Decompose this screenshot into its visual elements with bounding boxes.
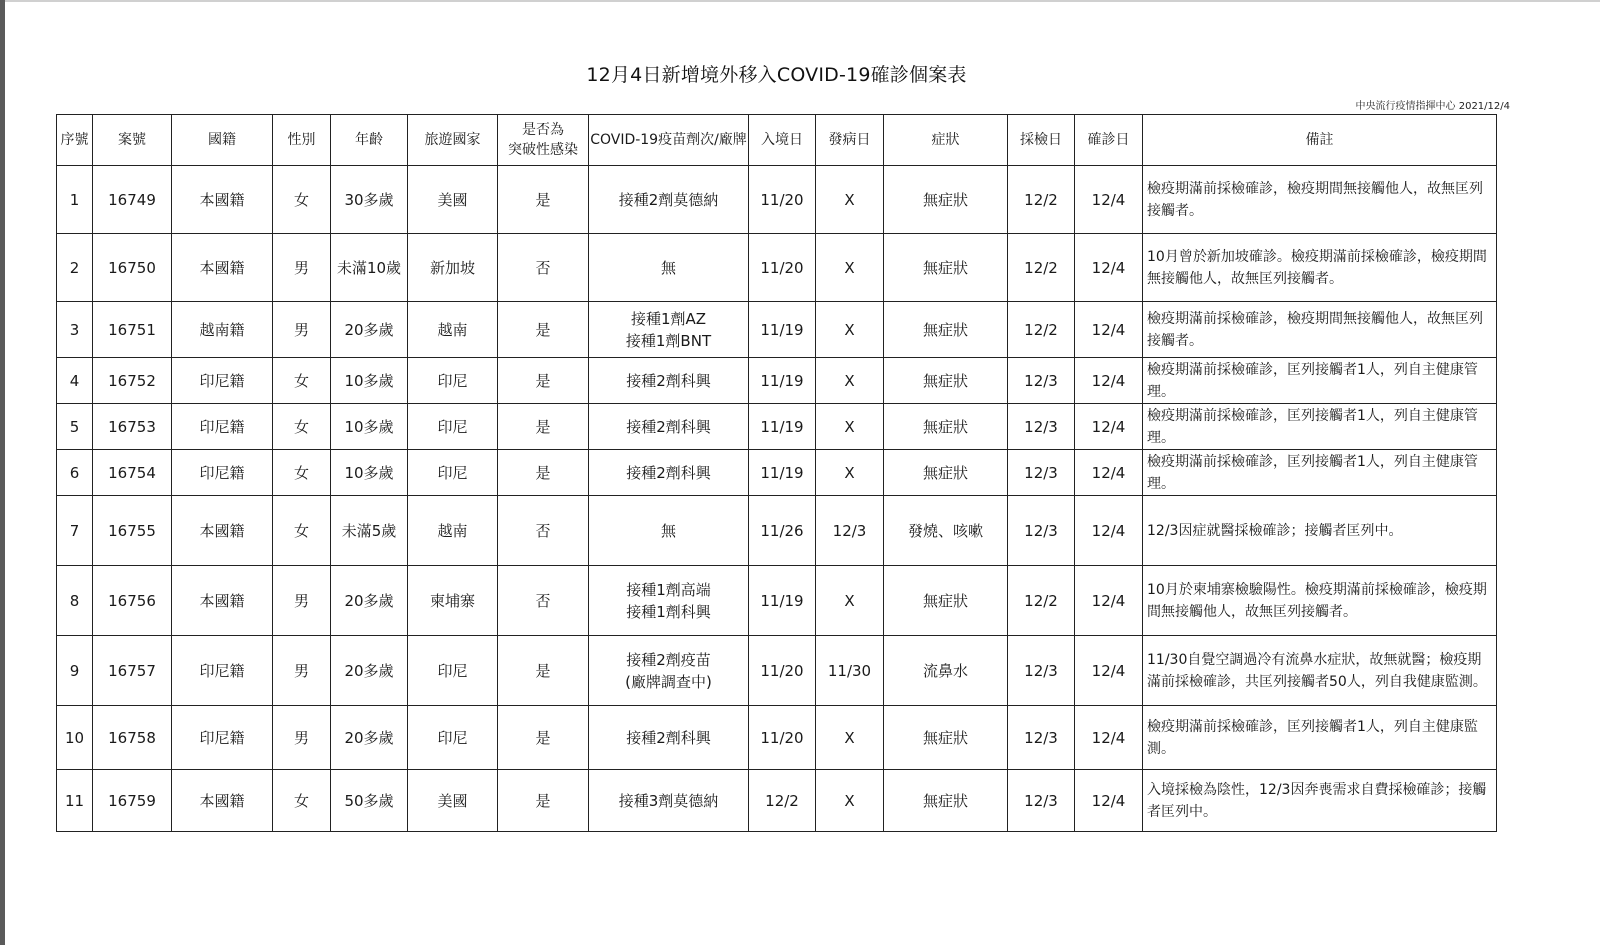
cell-sampling: 12/2 bbox=[1008, 166, 1075, 234]
cell-sampling: 12/3 bbox=[1008, 706, 1075, 770]
cell-confirmed: 12/4 bbox=[1075, 234, 1143, 302]
vaccine-line1: 接種2劑疫苗 bbox=[626, 650, 711, 669]
header-case: 案號 bbox=[93, 115, 172, 166]
cell-case: 16749 bbox=[93, 166, 172, 234]
cell-case: 16755 bbox=[93, 496, 172, 566]
cell-nationality: 本國籍 bbox=[172, 566, 273, 636]
cell-no: 8 bbox=[57, 566, 93, 636]
cell-breakthrough: 是 bbox=[498, 706, 589, 770]
header-no: 序號 bbox=[57, 115, 93, 166]
cell-symptoms: 無症狀 bbox=[884, 706, 1008, 770]
cell-age: 未滿10歲 bbox=[331, 234, 408, 302]
cell-confirmed: 12/4 bbox=[1075, 166, 1143, 234]
cell-sex: 男 bbox=[273, 566, 331, 636]
vaccine-line1: 接種2劑科興 bbox=[626, 371, 711, 390]
cell-sex: 男 bbox=[273, 302, 331, 358]
header-onset: 發病日 bbox=[816, 115, 884, 166]
header-sampling: 採檢日 bbox=[1008, 115, 1075, 166]
cell-sex: 女 bbox=[273, 404, 331, 450]
cell-nationality: 本國籍 bbox=[172, 496, 273, 566]
cell-no: 5 bbox=[57, 404, 93, 450]
cell-symptoms: 流鼻水 bbox=[884, 636, 1008, 706]
cell-onset: 12/3 bbox=[816, 496, 884, 566]
cell-breakthrough: 否 bbox=[498, 566, 589, 636]
vaccine-line1: 接種2劑科興 bbox=[626, 417, 711, 436]
cell-breakthrough: 是 bbox=[498, 636, 589, 706]
cell-sampling: 12/3 bbox=[1008, 404, 1075, 450]
cell-sex: 女 bbox=[273, 166, 331, 234]
cell-confirmed: 12/4 bbox=[1075, 358, 1143, 404]
table-row bbox=[57, 234, 1497, 302]
cell-vaccine bbox=[589, 770, 749, 832]
cell-sex: 男 bbox=[273, 636, 331, 706]
cell-no: 4 bbox=[57, 358, 93, 404]
table-row bbox=[57, 636, 1497, 706]
vaccine-line1: 無 bbox=[660, 521, 676, 540]
header-confirmed: 確診日 bbox=[1075, 115, 1143, 166]
cell-travel: 印尼 bbox=[408, 450, 498, 496]
cell-note: 檢疫期滿前採檢確診，匡列接觸者1人，列自主健康管理。 bbox=[1143, 450, 1497, 496]
cell-travel: 印尼 bbox=[408, 404, 498, 450]
table-row bbox=[57, 706, 1497, 770]
cell-symptoms: 無症狀 bbox=[884, 566, 1008, 636]
cell-age: 20多歲 bbox=[331, 706, 408, 770]
cell-travel: 越南 bbox=[408, 302, 498, 358]
cell-breakthrough: 是 bbox=[498, 166, 589, 234]
cell-arrival: 11/19 bbox=[749, 302, 816, 358]
cell-no: 7 bbox=[57, 496, 93, 566]
cell-vaccine bbox=[589, 496, 749, 566]
cell-no: 6 bbox=[57, 450, 93, 496]
cell-nationality: 本國籍 bbox=[172, 234, 273, 302]
cell-vaccine bbox=[589, 450, 749, 496]
cell-symptoms: 無症狀 bbox=[884, 404, 1008, 450]
cell-arrival: 11/26 bbox=[749, 496, 816, 566]
cell-case: 16752 bbox=[93, 358, 172, 404]
cell-no: 2 bbox=[57, 234, 93, 302]
case-table bbox=[56, 114, 1497, 832]
page-left-border bbox=[0, 0, 5, 945]
cell-vaccine bbox=[589, 404, 749, 450]
header-note: 備註 bbox=[1143, 115, 1497, 166]
cell-age: 未滿5歲 bbox=[331, 496, 408, 566]
table-row bbox=[57, 770, 1497, 832]
cell-age: 10多歲 bbox=[331, 404, 408, 450]
cell-age: 10多歲 bbox=[331, 450, 408, 496]
cell-breakthrough: 是 bbox=[498, 770, 589, 832]
cell-sex: 女 bbox=[273, 496, 331, 566]
cell-vaccine bbox=[589, 234, 749, 302]
cell-note: 12/3因症就醫採檢確診；接觸者匡列中。 bbox=[1143, 496, 1497, 566]
cell-no: 10 bbox=[57, 706, 93, 770]
cell-symptoms: 無症狀 bbox=[884, 770, 1008, 832]
cell-nationality: 印尼籍 bbox=[172, 358, 273, 404]
vaccine-line2: 接種1劑BNT bbox=[625, 331, 712, 350]
table-header-row bbox=[57, 115, 1497, 166]
cell-note: 檢疫期滿前採檢確診，匡列接觸者1人，列自主健康監測。 bbox=[1143, 706, 1497, 770]
cell-symptoms: 無症狀 bbox=[884, 302, 1008, 358]
cell-nationality: 印尼籍 bbox=[172, 636, 273, 706]
cell-note: 10月於柬埔寨檢驗陽性。檢疫期滿前採檢確診，檢疫期間無接觸他人，故無匡列接觸者。 bbox=[1143, 566, 1497, 636]
cell-sampling: 12/2 bbox=[1008, 302, 1075, 358]
page-top-border bbox=[0, 0, 1600, 2]
cell-case: 16751 bbox=[93, 302, 172, 358]
cell-no: 9 bbox=[57, 636, 93, 706]
cell-travel: 新加坡 bbox=[408, 234, 498, 302]
cell-onset: X bbox=[816, 566, 884, 636]
cell-nationality: 印尼籍 bbox=[172, 706, 273, 770]
cell-onset: 11/30 bbox=[816, 636, 884, 706]
header-vaccine: COVID-19疫苗劑次/廠牌 bbox=[589, 115, 749, 166]
cell-age: 20多歲 bbox=[331, 302, 408, 358]
cell-onset: X bbox=[816, 404, 884, 450]
cell-symptoms: 無症狀 bbox=[884, 450, 1008, 496]
cell-breakthrough: 否 bbox=[498, 496, 589, 566]
cell-nationality: 印尼籍 bbox=[172, 404, 273, 450]
cell-confirmed: 12/4 bbox=[1075, 404, 1143, 450]
cell-arrival: 11/19 bbox=[749, 358, 816, 404]
page-title: 12月4日新增境外移入COVID-19確診個案表 bbox=[586, 64, 967, 86]
header-arrival: 入境日 bbox=[749, 115, 816, 166]
cell-confirmed: 12/4 bbox=[1075, 566, 1143, 636]
header-breakthrough-line2: 突破性感染 bbox=[508, 142, 578, 158]
cell-no: 3 bbox=[57, 302, 93, 358]
cell-age: 10多歲 bbox=[331, 358, 408, 404]
vaccine-line1: 接種1劑AZ bbox=[630, 309, 707, 328]
cell-no: 11 bbox=[57, 770, 93, 832]
cell-onset: X bbox=[816, 450, 884, 496]
vaccine-line2: 接種1劑科興 bbox=[626, 602, 711, 621]
cell-nationality: 本國籍 bbox=[172, 166, 273, 234]
table-row bbox=[57, 166, 1497, 234]
cell-case: 16756 bbox=[93, 566, 172, 636]
cell-breakthrough: 否 bbox=[498, 234, 589, 302]
cell-arrival: 11/20 bbox=[749, 234, 816, 302]
cell-vaccine bbox=[589, 166, 749, 234]
cell-breakthrough: 是 bbox=[498, 302, 589, 358]
cell-age: 30多歲 bbox=[331, 166, 408, 234]
cell-travel: 印尼 bbox=[408, 358, 498, 404]
cell-onset: X bbox=[816, 234, 884, 302]
cell-arrival: 12/2 bbox=[749, 770, 816, 832]
header-age: 年齡 bbox=[331, 115, 408, 166]
vaccine-line1: 接種2劑莫德納 bbox=[618, 190, 719, 209]
cell-sampling: 12/3 bbox=[1008, 450, 1075, 496]
cell-sex: 男 bbox=[273, 706, 331, 770]
cell-symptoms: 無症狀 bbox=[884, 234, 1008, 302]
cell-note: 檢疫期滿前採檢確診，檢疫期間無接觸他人，故無匡列接觸者。 bbox=[1143, 166, 1497, 234]
cell-confirmed: 12/4 bbox=[1075, 770, 1143, 832]
cell-vaccine bbox=[589, 706, 749, 770]
vaccine-line1: 接種2劑科興 bbox=[626, 728, 711, 747]
cell-case: 16757 bbox=[93, 636, 172, 706]
header-nationality: 國籍 bbox=[172, 115, 273, 166]
cell-sampling: 12/3 bbox=[1008, 358, 1075, 404]
cell-vaccine bbox=[589, 358, 749, 404]
cell-nationality: 印尼籍 bbox=[172, 450, 273, 496]
cell-case: 16754 bbox=[93, 450, 172, 496]
cell-sex: 女 bbox=[273, 358, 331, 404]
table-row bbox=[57, 404, 1497, 450]
cell-note: 檢疫期滿前採檢確診，匡列接觸者1人，列自主健康管理。 bbox=[1143, 358, 1497, 404]
cell-symptoms: 無症狀 bbox=[884, 166, 1008, 234]
cell-breakthrough: 是 bbox=[498, 404, 589, 450]
cell-note: 檢疫期滿前採檢確診，檢疫期間無接觸他人，故無匡列接觸者。 bbox=[1143, 302, 1497, 358]
cell-nationality: 本國籍 bbox=[172, 770, 273, 832]
cell-arrival: 11/19 bbox=[749, 404, 816, 450]
cell-no: 1 bbox=[57, 166, 93, 234]
cell-travel: 印尼 bbox=[408, 636, 498, 706]
cell-confirmed: 12/4 bbox=[1075, 706, 1143, 770]
cell-case: 16758 bbox=[93, 706, 172, 770]
cell-sex: 男 bbox=[273, 234, 331, 302]
cell-vaccine bbox=[589, 302, 749, 358]
cell-travel: 印尼 bbox=[408, 706, 498, 770]
cell-arrival: 11/19 bbox=[749, 566, 816, 636]
cell-travel: 柬埔寨 bbox=[408, 566, 498, 636]
header-travel: 旅遊國家 bbox=[408, 115, 498, 166]
cell-confirmed: 12/4 bbox=[1075, 496, 1143, 566]
cell-onset: X bbox=[816, 166, 884, 234]
cell-note: 10月曾於新加坡確診。檢疫期滿前採檢確診，檢疫期間無接觸他人，故無匡列接觸者。 bbox=[1143, 234, 1497, 302]
cell-arrival: 11/19 bbox=[749, 450, 816, 496]
vaccine-line1: 接種3劑莫德納 bbox=[618, 791, 719, 810]
cell-sex: 女 bbox=[273, 450, 331, 496]
header-symptoms: 症狀 bbox=[884, 115, 1008, 166]
cell-note: 11/30自覺空調過冷有流鼻水症狀，故無就醫；檢疫期滿前採檢確診，共匡列接觸者50人，列自我健康監測。 bbox=[1143, 636, 1497, 706]
cell-sampling: 12/3 bbox=[1008, 636, 1075, 706]
cell-confirmed: 12/4 bbox=[1075, 636, 1143, 706]
vaccine-line1: 無 bbox=[660, 258, 676, 277]
cell-arrival: 11/20 bbox=[749, 636, 816, 706]
cell-age: 20多歲 bbox=[331, 636, 408, 706]
table-body bbox=[57, 166, 1497, 832]
cell-breakthrough: 是 bbox=[498, 358, 589, 404]
cell-sampling: 12/3 bbox=[1008, 770, 1075, 832]
cell-case: 16759 bbox=[93, 770, 172, 832]
cell-note: 入境採檢為陰性，12/3因奔喪需求自費採檢確診；接觸者匡列中。 bbox=[1143, 770, 1497, 832]
cell-breakthrough: 是 bbox=[498, 450, 589, 496]
cell-arrival: 11/20 bbox=[749, 166, 816, 234]
cell-vaccine bbox=[589, 636, 749, 706]
table-row bbox=[57, 566, 1497, 636]
cell-case: 16753 bbox=[93, 404, 172, 450]
cell-vaccine bbox=[589, 566, 749, 636]
cell-symptoms: 無症狀 bbox=[884, 358, 1008, 404]
table-row bbox=[57, 302, 1497, 358]
cell-sampling: 12/2 bbox=[1008, 566, 1075, 636]
cell-onset: X bbox=[816, 706, 884, 770]
cell-confirmed: 12/4 bbox=[1075, 450, 1143, 496]
table-row bbox=[57, 450, 1497, 496]
cell-onset: X bbox=[816, 358, 884, 404]
table-row bbox=[57, 358, 1497, 404]
cell-sampling: 12/3 bbox=[1008, 496, 1075, 566]
header-sex: 性別 bbox=[273, 115, 331, 166]
cell-symptoms: 發燒、咳嗽 bbox=[884, 496, 1008, 566]
cell-sex: 女 bbox=[273, 770, 331, 832]
cell-onset: X bbox=[816, 770, 884, 832]
cell-arrival: 11/20 bbox=[749, 706, 816, 770]
cell-travel: 美國 bbox=[408, 770, 498, 832]
cell-note: 檢疫期滿前採檢確診，匡列接觸者1人，列自主健康管理。 bbox=[1143, 404, 1497, 450]
cell-sampling: 12/2 bbox=[1008, 234, 1075, 302]
source-date-line: 中央流行疫情指揮中心 2021/12/4 bbox=[1355, 101, 1510, 112]
vaccine-line1: 接種1劑高端 bbox=[626, 580, 711, 599]
cell-nationality: 越南籍 bbox=[172, 302, 273, 358]
cell-travel: 越南 bbox=[408, 496, 498, 566]
table-row bbox=[57, 496, 1497, 566]
cell-case: 16750 bbox=[93, 234, 172, 302]
cell-age: 50多歲 bbox=[331, 770, 408, 832]
header-breakthrough-line1: 是否為 bbox=[522, 122, 564, 138]
cell-travel: 美國 bbox=[408, 166, 498, 234]
cell-age: 20多歲 bbox=[331, 566, 408, 636]
header-breakthrough bbox=[498, 115, 589, 166]
vaccine-line1: 接種2劑科興 bbox=[626, 463, 711, 482]
cell-confirmed: 12/4 bbox=[1075, 302, 1143, 358]
vaccine-line2: (廠牌調查中) bbox=[625, 672, 712, 691]
cell-onset: X bbox=[816, 302, 884, 358]
